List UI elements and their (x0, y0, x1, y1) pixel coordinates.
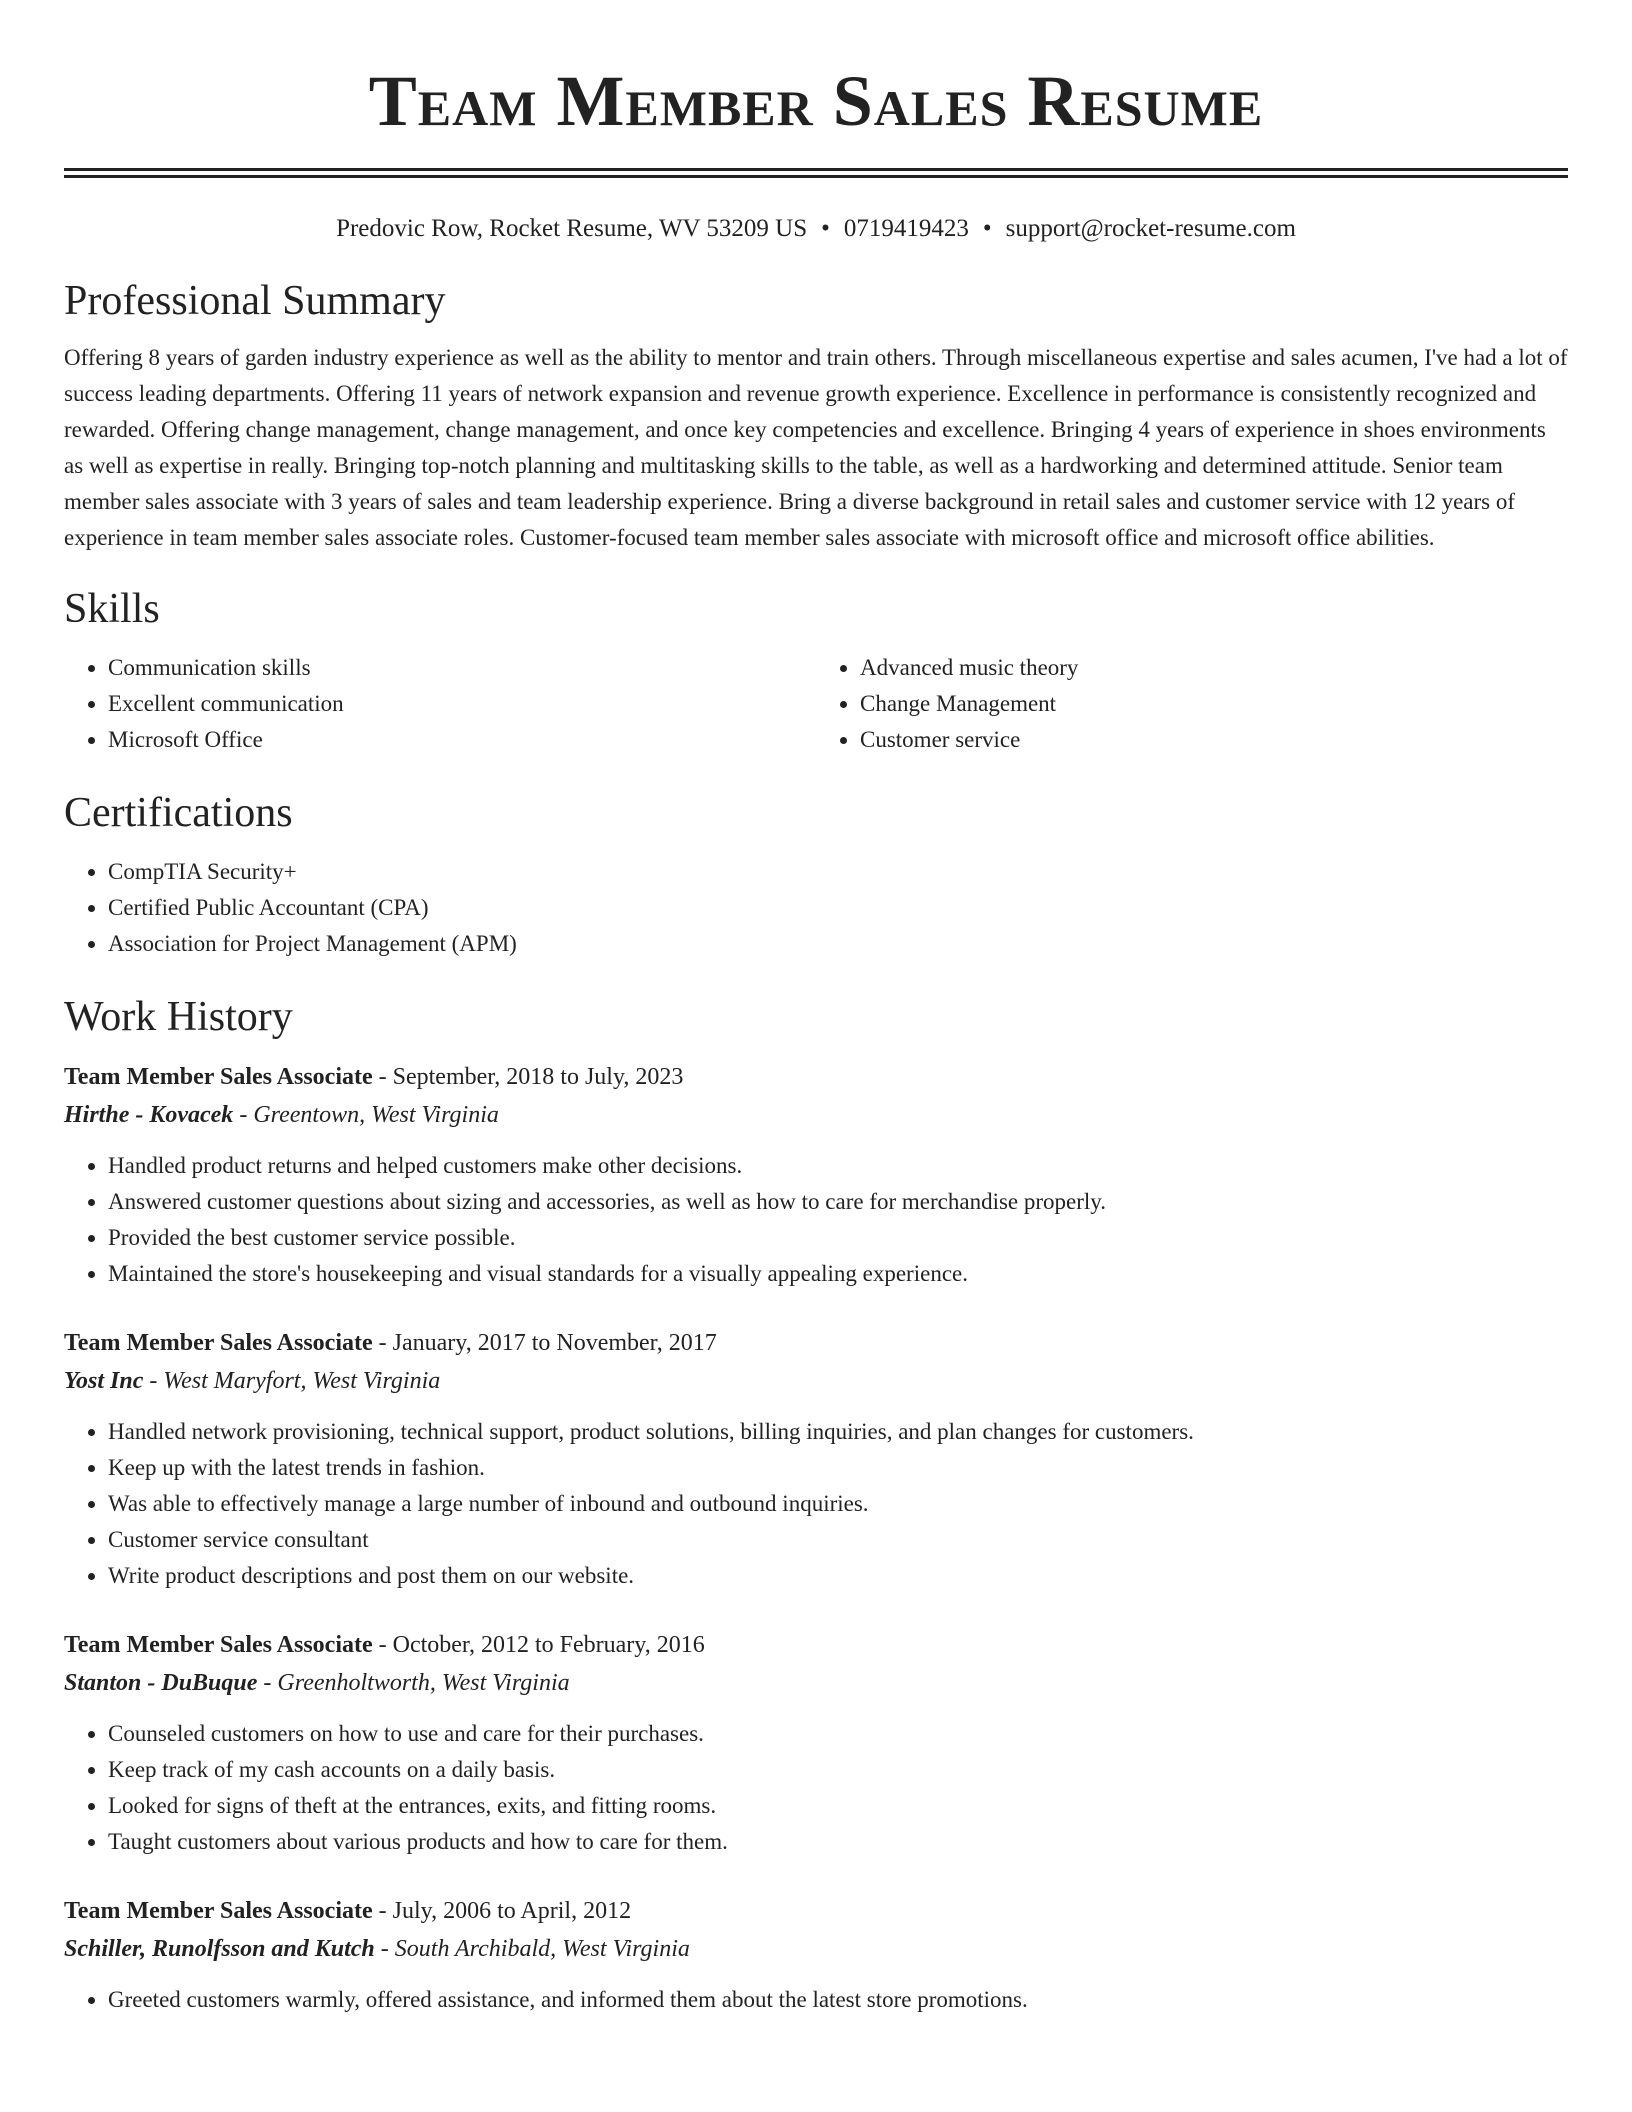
job-company: Schiller, Runolfsson and Kutch (64, 1936, 375, 1962)
job-bullet: • Provided the best customer service possible. (108, 1220, 1568, 1256)
job-bullet: • Maintained the store's housekeeping and visual standards for a visually appealing experience. (108, 1256, 1568, 1292)
certifications-list (64, 854, 1568, 962)
job-entry (64, 1892, 1568, 2018)
work-history-heading: Work History (64, 994, 293, 1040)
job-entry (64, 1626, 1568, 1860)
job-company-line: Yost Inc - West Maryfort, West Virginia (64, 1368, 441, 1394)
contact-line (64, 214, 1568, 244)
job-dates: September, 2018 to July, 2023 (392, 1064, 684, 1090)
skill-item: • Customer service (860, 722, 1568, 758)
skill-item: • Excellent communication (108, 686, 816, 722)
certifications-heading: Certifications (64, 790, 293, 836)
job-company-line: Stanton - DuBuque - Greenholtworth, West Virginia (64, 1670, 570, 1696)
job-role: Team Member Sales Associate (64, 1632, 373, 1658)
job-title-line: Team Member Sales Associate - September, 2018 to July, 2023 (64, 1064, 684, 1090)
job-bullets (64, 1414, 1568, 1594)
job-bullet: • Keep track of my cash accounts on a daily basis. (108, 1752, 1568, 1788)
job-location: South Archibald, West Virginia (394, 1936, 690, 1962)
job-company: Stanton - DuBuque (64, 1670, 258, 1696)
job-role: Team Member Sales Associate (64, 1064, 373, 1090)
skills-list (64, 650, 1568, 758)
job-bullet: • Handled product returns and helped customers make other decisions. (108, 1148, 1568, 1184)
job-bullet: • Answered customer questions about sizing and accessories, as well as how to care for merchandise properly. (108, 1184, 1568, 1220)
job-entry (64, 1324, 1568, 1594)
job-company: Yost Inc (64, 1368, 144, 1394)
job-title-line: Team Member Sales Associate - July, 2006 to April, 2012 (64, 1898, 632, 1924)
skills-column-left (64, 650, 816, 758)
summary-text: Offering 8 years of garden industry experience as well as the ability to mentor and train others. Through miscellaneous expertise and sales acumen, I've had a lot of success leading departments. Offering 11 years of network expansion and revenue growth experience. Excellence in performance is consistently recognized and rewarded. Offering change management, change management, and once key competencies and excellence. Bringing 4 years of experience in shoes environments as well as expertise in really. Bringing top-notch planning and multitasking skills to the table, as well as a hardworking and determined attitude. Senior team member sales associate with 3 years of sales and team leadership experience. Bring a diverse background in retail sales and customer service with 12 years of experience in team member sales associate roles. Customer-focused team member sales associate with microsoft office and microsoft office abilities. (64, 345, 1568, 550)
contact-email: support@rocket-resume.com (1005, 215, 1296, 242)
job-role: Team Member Sales Associate (64, 1330, 373, 1356)
skill-item: • Change Management (860, 686, 1568, 722)
job-bullet: • Write product descriptions and post them on our website. (108, 1558, 1568, 1594)
skill-item: • Advanced music theory (860, 650, 1568, 686)
job-bullets (64, 1148, 1568, 1292)
job-bullet: • Counseled customers on how to use and care for their purchases. (108, 1716, 1568, 1752)
job-location: Greentown, West Virginia (253, 1102, 499, 1128)
job-bullet: • Greeted customers warmly, offered assistance, and informed them about the latest store promotions. (108, 1982, 1568, 2018)
job-bullet: • Looked for signs of theft at the entrances, exits, and fitting rooms. (108, 1788, 1568, 1824)
job-dates: October, 2012 to February, 2016 (392, 1632, 705, 1658)
resume-title: Team Member Sales Resume (368, 61, 1264, 141)
certification-item: • CompTIA Security+ (108, 854, 1568, 890)
job-company-line: Schiller, Runolfsson and Kutch - South Archibald, West Virginia (64, 1936, 690, 1962)
certification-item: • Association for Project Management (APM) (108, 926, 1568, 962)
contact-separator: • (821, 215, 830, 242)
job-dates: July, 2006 to April, 2012 (392, 1898, 632, 1924)
summary-heading: Professional Summary (64, 278, 446, 324)
job-location: Greenholtworth, West Virginia (277, 1670, 570, 1696)
skills-heading: Skills (64, 586, 160, 632)
contact-separator: • (982, 215, 992, 242)
job-company: Hirthe - Kovacek (64, 1102, 234, 1128)
skill-item: • Communication skills (108, 650, 816, 686)
job-location: West Maryfort, West Virginia (163, 1368, 441, 1394)
job-bullet: • Taught customers about various products and how to care for them. (108, 1824, 1568, 1860)
job-bullets (64, 1982, 1568, 2018)
job-company-line: Hirthe - Kovacek - Greentown, West Virginia (64, 1102, 499, 1128)
job-bullet: • Customer service consultant (108, 1522, 1568, 1558)
contact-address: Predovic Row, Rocket Resume, WV 53209 US (336, 215, 808, 242)
skill-item: • Microsoft Office (108, 722, 816, 758)
job-entry (64, 1058, 1568, 1292)
skills-column-right (816, 650, 1568, 758)
job-role: Team Member Sales Associate (64, 1898, 373, 1924)
job-bullet: • Keep up with the latest trends in fashion. (108, 1450, 1568, 1486)
contact-phone: 0719419423 (843, 215, 969, 242)
job-bullets (64, 1716, 1568, 1860)
job-dates: January, 2017 to November, 2017 (392, 1330, 717, 1356)
job-bullet: • Was able to effectively manage a large number of inbound and outbound inquiries. (108, 1486, 1568, 1522)
certification-item: • Certified Public Accountant (CPA) (108, 890, 1568, 926)
job-title-line: Team Member Sales Associate - October, 2012 to February, 2016 (64, 1632, 705, 1658)
job-title-line: Team Member Sales Associate - January, 2017 to November, 2017 (64, 1330, 717, 1356)
job-bullet: • Handled network provisioning, technical support, product solutions, billing inquiries, and plan changes for customers. (108, 1414, 1568, 1450)
title-divider (64, 168, 1568, 178)
